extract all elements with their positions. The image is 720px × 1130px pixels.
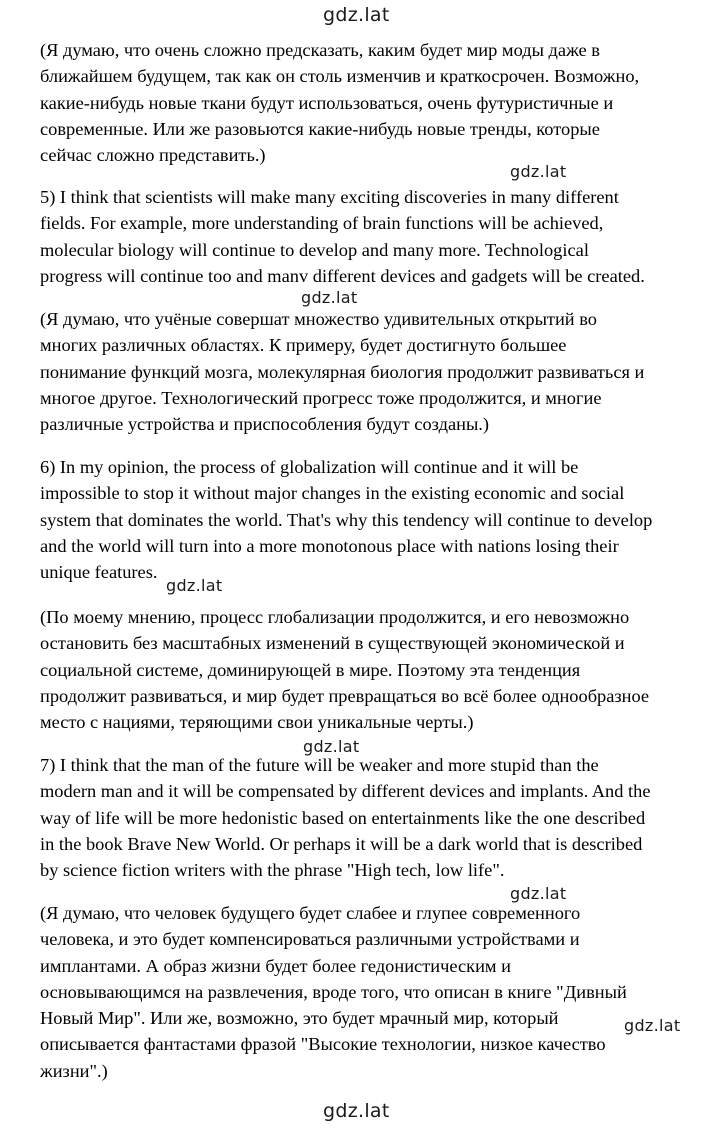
watermark: gdz.lat	[166, 576, 223, 595]
paragraph-4-russian: (Я думаю, что очень сложно предсказать, каким будет мир моды даже в ближайшем будущем, так как он столь изменчив и краткосрочен. Возможно, какие-нибудь новые ткани будут использоваться, очень футуристичные и современные. Или же разовьются какие-нибудь новые тренды, которые сейчас сложно представить.)	[40, 40, 640, 166]
paragraph-6-english: 6) In my opinion, the process of globalization will continue and it will be impossible to stop it without major changes in the existing economic and social system that dominates the world. That's why this tendency will continue to develop and the world will turn into a more monotonous place with nations losing their unique features.	[40, 457, 653, 583]
watermark-bottom: gdz.lat	[323, 1100, 390, 1122]
paragraph-6-russian: (По моему мнению, процесс глобализации продолжится, и его невозможно остановить без масштабных изменений в существующей экономической и социальной системе, доминирующей в мире. Поэтому эта тенденция продолжит развиваться, и мир будет превращаться во всё более однообразное место с нациями, теряющими свои уникальные черты.)	[40, 607, 650, 733]
paragraph-5-english: 5) I think that scientists will make many exciting discoveries in many different fields. For example, more understanding of brain functions will be achieved, molecular biology will continue to develop and many more. Technological progress will continue too and manv different devices and gadgets will be created.	[40, 187, 645, 286]
watermark: gdz.lat	[510, 162, 567, 181]
watermark: gdz.lat	[510, 884, 567, 903]
paragraph-5-russian: (Я думаю, что учёные совершат множество удивительных открытий во многих различных областях. К примеру, будет достигнуто большее понимание функций мозга, молекулярная биология продолжит развиваться и многое другое. Технологический прогресс тоже продолжится, и многие различные устройства и приспособления будут созданы.)	[40, 309, 645, 435]
watermark: gdz.lat	[303, 737, 360, 756]
watermark: gdz.lat	[624, 1016, 681, 1035]
paragraph-7-russian: (Я думаю, что человек будущего будет слабее и глупее современного человека, и это будет компенсироваться различными устройствами и имплантами. А образ жизни будет более гедонистическим и основывающимся на развлечения, вроде того, что описан в книге "Дивный Новый Мир". Или же, возможно, это будет мрачный мир, который описывается фантастами фразой "Высокие технологии, низкое качество жизни".)	[40, 903, 627, 1081]
watermark-top: gdz.lat	[323, 4, 390, 26]
watermark: gdz.lat	[301, 288, 358, 307]
paragraph-7-english: 7) I think that the man of the future will be weaker and more stupid than the modern man and it will be compensated by different devices and implants. And the way of life will be more hedonistic based on entertainments like the one described in the book Brave New World. Or perhaps it will be a dark world that is described by science fiction writers with the phrase "High tech, low life".	[40, 755, 651, 881]
